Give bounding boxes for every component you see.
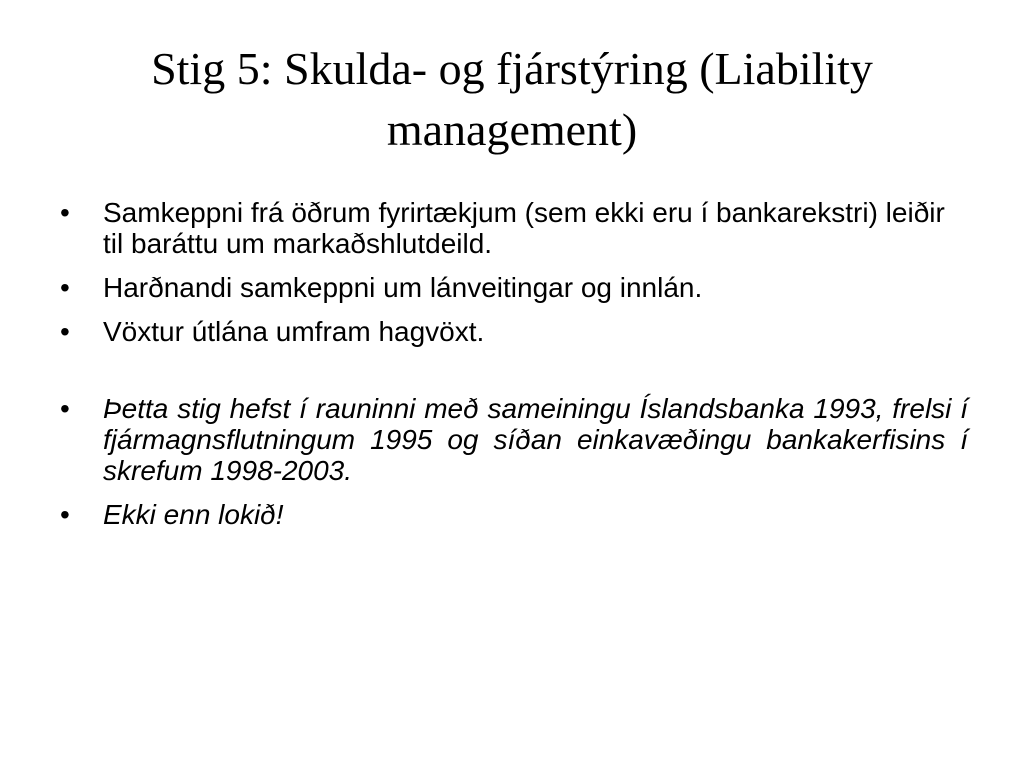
bullet-icon: •: [60, 499, 70, 530]
bullet-item-loan-growth: [60, 316, 968, 347]
bullet-icon: •: [60, 197, 70, 228]
bullet-text: Þetta stig hefst í rauninni með sameiningu Íslandsbanka 1993, frelsi í fjármagnsflutningum 1995 og síðan einkavæðingu bankakerfisins í skrefum 1998-2003.: [103, 393, 968, 486]
bullet-text: Vöxtur útlána umfram hagvöxt.: [103, 316, 485, 347]
bullet-text: Harðnandi samkeppni um lánveitingar og innlán.: [103, 272, 703, 303]
bullet-icon: •: [60, 393, 70, 424]
bullet-item-lending-competition: [60, 272, 968, 303]
bullet-list: [60, 197, 968, 543]
bullet-icon: •: [60, 316, 70, 347]
bullet-icon: •: [60, 272, 70, 303]
bullet-item-history: [60, 393, 968, 486]
bullet-text: Ekki enn lokið!: [103, 499, 284, 530]
bullet-item-competition: [60, 197, 968, 259]
bullet-item-not-finished: [60, 499, 968, 530]
slide-title: Stig 5: Skulda- og fjárstýring (Liability management): [151, 43, 873, 155]
bullet-text: Samkeppni frá öðrum fyrirtækjum (sem ekki eru í bankarekstri) leiðir til baráttu um markaðshlutdeild.: [103, 197, 945, 259]
